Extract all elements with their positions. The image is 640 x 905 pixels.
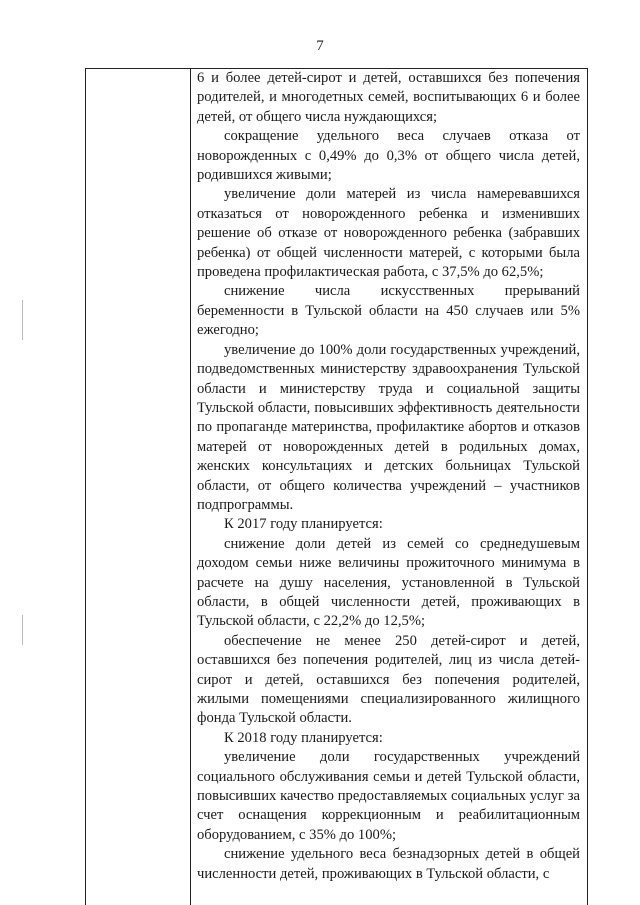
paragraph: увеличение доли государственных учреждений социального обслуживания семьи и детей Тульской области, повысивших качество предоставляемых социальных услуг за счет оснащения коррекционным и реабилитационным оборудованием, с 35% до 100%; — [197, 749, 580, 843]
section-heading: К 2017 году планируется: — [224, 516, 383, 533]
paragraph: снижение удельного веса безнадзорных детей в общей численности детей, проживающих в Тульской области, с — [197, 846, 580, 882]
section-heading: К 2018 году планируется: — [224, 729, 383, 746]
paragraph: обеспечение не менее 250 детей-сирот и детей, оставшихся без попечения родителей, лиц из числа детей-сирот и детей, оставшихся без попечения родителей, жилыми помещениями специализированного жилищного фонда Тульской области. — [197, 632, 580, 727]
paragraph: 6 и более детей-сирот и детей, оставшихся без попечения родителей, и многодетных семей, воспитывающих 6 и более детей, от общего числа нуждающихся; — [197, 70, 580, 125]
paragraph: снижение числа искусственных прерываний беременности в Тульской области на 450 случаев или 5% ежегодно; — [197, 283, 580, 339]
document-table — [85, 68, 588, 905]
table-content-cell — [197, 69, 580, 884]
table-column-divider — [190, 69, 191, 905]
paragraph: увеличение до 100% доли государственных учреждений, подведомственных министерству здравоохранения Тульской области и министерству труда и социальной защиты Тульской области, повысивших эффективность деятельности по пропаганде материнства, профилактике абортов и отказов матерей от новорожденных детей в родильных домах, женских консультациях и детских больницах Тульской области, от общего количества учреждений – участников подпрограммы. — [197, 341, 580, 513]
scan-margin-mark — [22, 615, 23, 645]
paragraph: снижение доли детей из семей со среднедушевым доходом семьи ниже величины прожиточного минимума в расчете на душу населения, установленной в Тульской области, в общей численности детей, проживающих в Тульской области, с 22,2% до 12,5%; — [197, 535, 580, 630]
scan-margin-mark — [22, 300, 23, 340]
paragraph: сокращение удельного веса случаев отказа от новорожденных с 0,49% до 0,3% от общего числа детей, родившихся живыми; — [197, 128, 580, 184]
paragraph: увеличение доли матерей из числа намеревавшихся отказаться от новорожденного ребенка и изменивших решение об отказе от новорожденного ребенка (забравших ребенка) от общей численности матерей, с которыми была проведена профилактическая работа, с 37,5% до 62,5%; — [197, 186, 580, 281]
page-number: 7 — [316, 38, 324, 54]
